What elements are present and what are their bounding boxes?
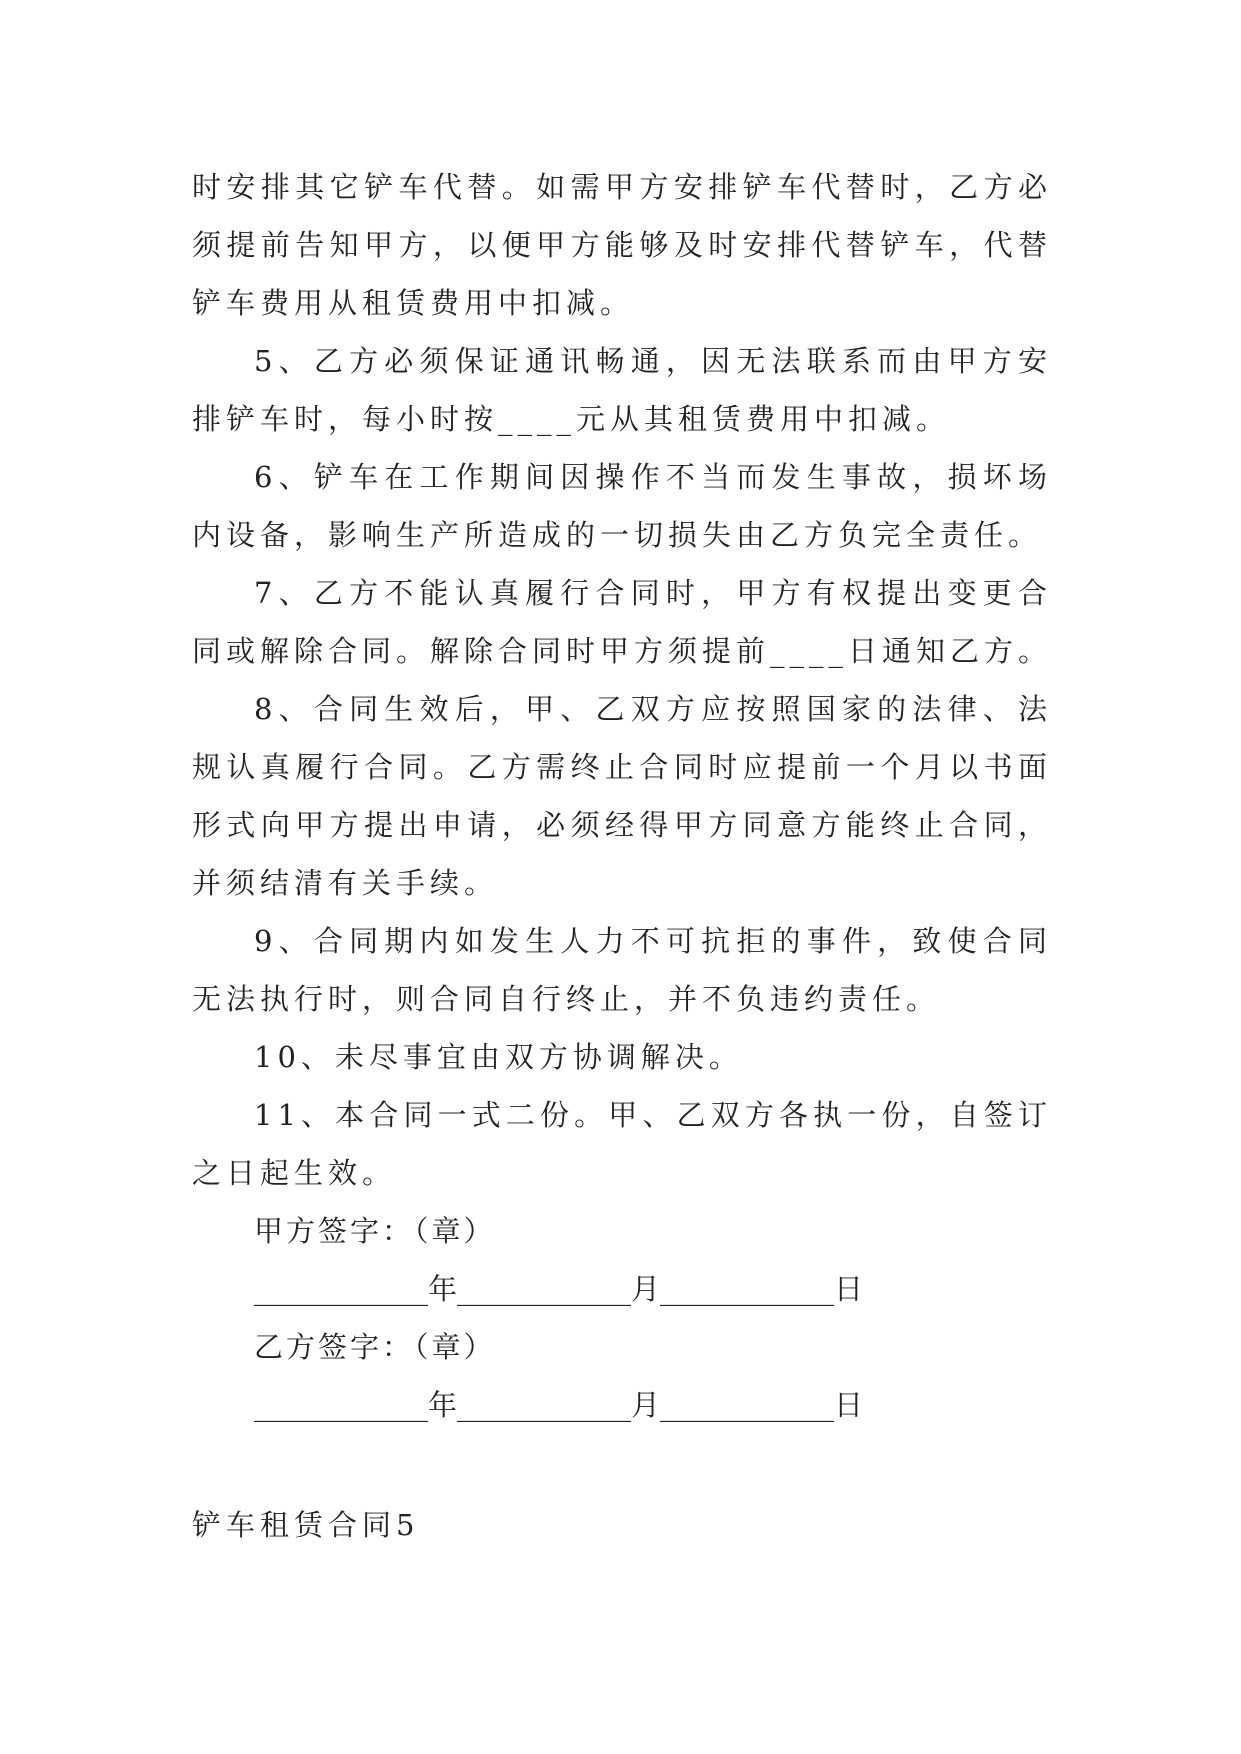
clause-10: 10、未尽事宜由双方协调解决。	[254, 1040, 743, 1074]
clause-7: 7、乙方不能认真履行合同时，甲方有权提出变更合同或解除合同。解除合同时甲方须提前____日通知乙方。	[192, 576, 1053, 668]
party-a-signature-label: 甲方签字：（章）	[254, 1214, 496, 1248]
clause-8: 8、合同生效后，甲、乙双方应按照国家的法律、法规认真履行合同。乙方需终止合同时应提前一个月以书面形式向甲方提出申请，必须经得甲方同意方能终止合同，并须结清有关手续。	[192, 692, 1052, 900]
clause-6: 6、铲车在工作期间因操作不当而发生事故，损坏场内设备，影响生产所造成的一切损失由乙方负完全责任。	[192, 460, 1052, 552]
party-a-date-line: ____________年____________月____________日	[254, 1272, 864, 1306]
paragraph-continuation: 时安排其它铲车代替。如需甲方安排铲车代替时，乙方必须提前告知甲方，以便甲方能够及时安排代替铲车，代替铲车费用从租赁费用中扣减。	[192, 170, 1052, 320]
clause-9: 9、合同期内如发生人力不可抗拒的事件，致使合同无法执行时，则合同自行终止，并不负违约责任。	[192, 924, 1052, 1016]
party-b-date-line: ____________年____________月____________日	[254, 1388, 864, 1422]
party-b-signature-label: 乙方签字：（章）	[254, 1330, 496, 1364]
clause-11: 11、本合同一式二份。甲、乙双方各执一份，自签订之日起生效。	[192, 1098, 1052, 1190]
contract-body	[192, 158, 1052, 1434]
next-section-title: 铲车租赁合同5	[192, 1508, 420, 1542]
clause-5: 5、乙方必须保证通讯畅通，因无法联系而由甲方安排铲车时，每小时按____元从其租赁费用中扣减。	[192, 344, 1052, 436]
